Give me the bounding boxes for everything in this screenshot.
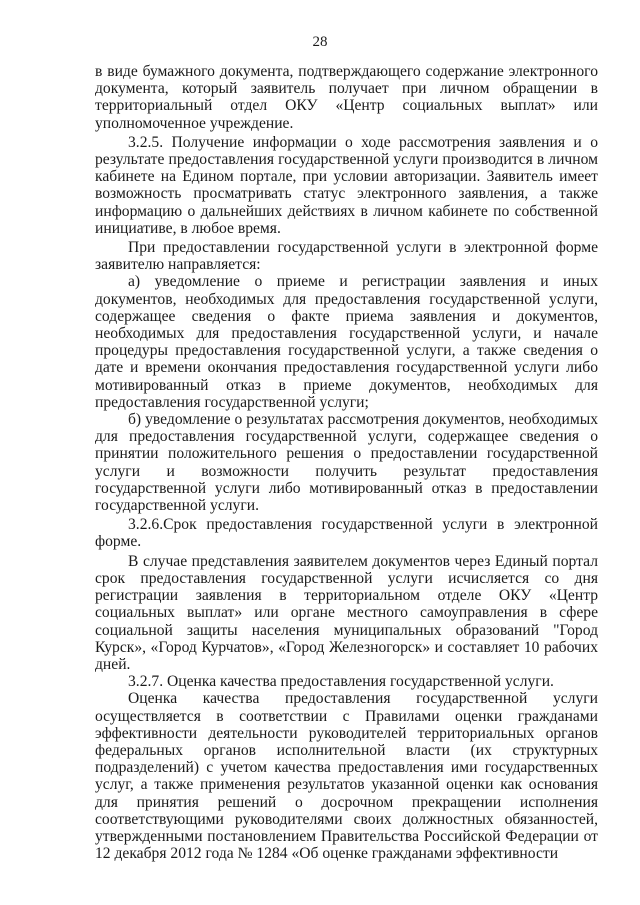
- paragraph-quality-assessment: Оценка качества предоставления государственной услуги осуществляется в соответствии с Правилами оценки гражданами эффективности деятельности руководителей территориальных органов федеральных органов исполнительной власти (их структурных подразделений) с учетом качества предоставления ими государственных услуг, а также применения результатов указанной оценки как основания для принятия решений о досрочном прекращении исполнения соответствующими руководителями своих должностных обязанностей, утвержденными постановлением Правительства Российской Федерации от 12 декабря 2012 года № 1284 «Об оценке гражданами эффективности: [95, 690, 598, 863]
- paragraph-electronic-form-intro: При предоставлении государственной услуги в электронной форме заявителю направляется:: [95, 239, 598, 274]
- paragraph-3-2-5: 3.2.5. Получение информации о ходе рассмотрения заявления и о результате предоставления государственной услуги производится в личном кабинете на Едином портале, при условии авторизации. Заявитель имеет возможность просматривать статус электронного заявления, а также информацию о дальнейших действиях в личном кабинете по собственной инициативе, в любое время.: [95, 133, 598, 237]
- document-body: [95, 63, 598, 862]
- paragraph-single-portal-term: В случае представления заявителем документов через Единый портал срок предоставления государственной услуги исчисляется со дня регистрации заявления в территориальном отделе ОКУ «Центр социальных выплат» или органе местного самоуправления в сфере социальной защиты населения муниципальных образований "Город Курск», «Город Курчатов», «Город Железногорск» и составляет 10 рабочих дней.: [95, 552, 598, 673]
- paragraph-continuation: в виде бумажного документа, подтверждающего содержание электронного документа, который заявитель получает при личном обращении в территориальный отдел ОКУ «Центр социальных выплат» или уполномоченное учреждение.: [95, 63, 598, 132]
- page-number: 28: [312, 34, 328, 50]
- paragraph-3-2-7: 3.2.7. Оценка качества предоставления государственной услуги.: [128, 673, 554, 691]
- paragraph-item-a: а) уведомление о приеме и регистрации заявления и иных документов, необходимых для предоставления государственной услуги, содержащее сведения о факте приема заявления и документов, необходимых для предоставления государственной услуги, и начале процедуры предоставления государственной услуги, а также сведения о дате и времени окончания предоставления государственной услуги либо мотивированный отказ в приеме документов, необходимых для предоставления государственной услуги;: [95, 273, 598, 411]
- paragraph-item-b: б) уведомление о результатах рассмотрения документов, необходимых для предоставления государственной услуги, содержащее сведения о принятии положительного решения о предоставлении государственной услуги и возможности получить результат предоставления государственной услуги либо мотивированный отказ в предоставлении государственной услуги.: [95, 411, 598, 515]
- paragraph-3-2-6: 3.2.6.Срок предоставления государственной услуги в электронной форме.: [95, 516, 598, 551]
